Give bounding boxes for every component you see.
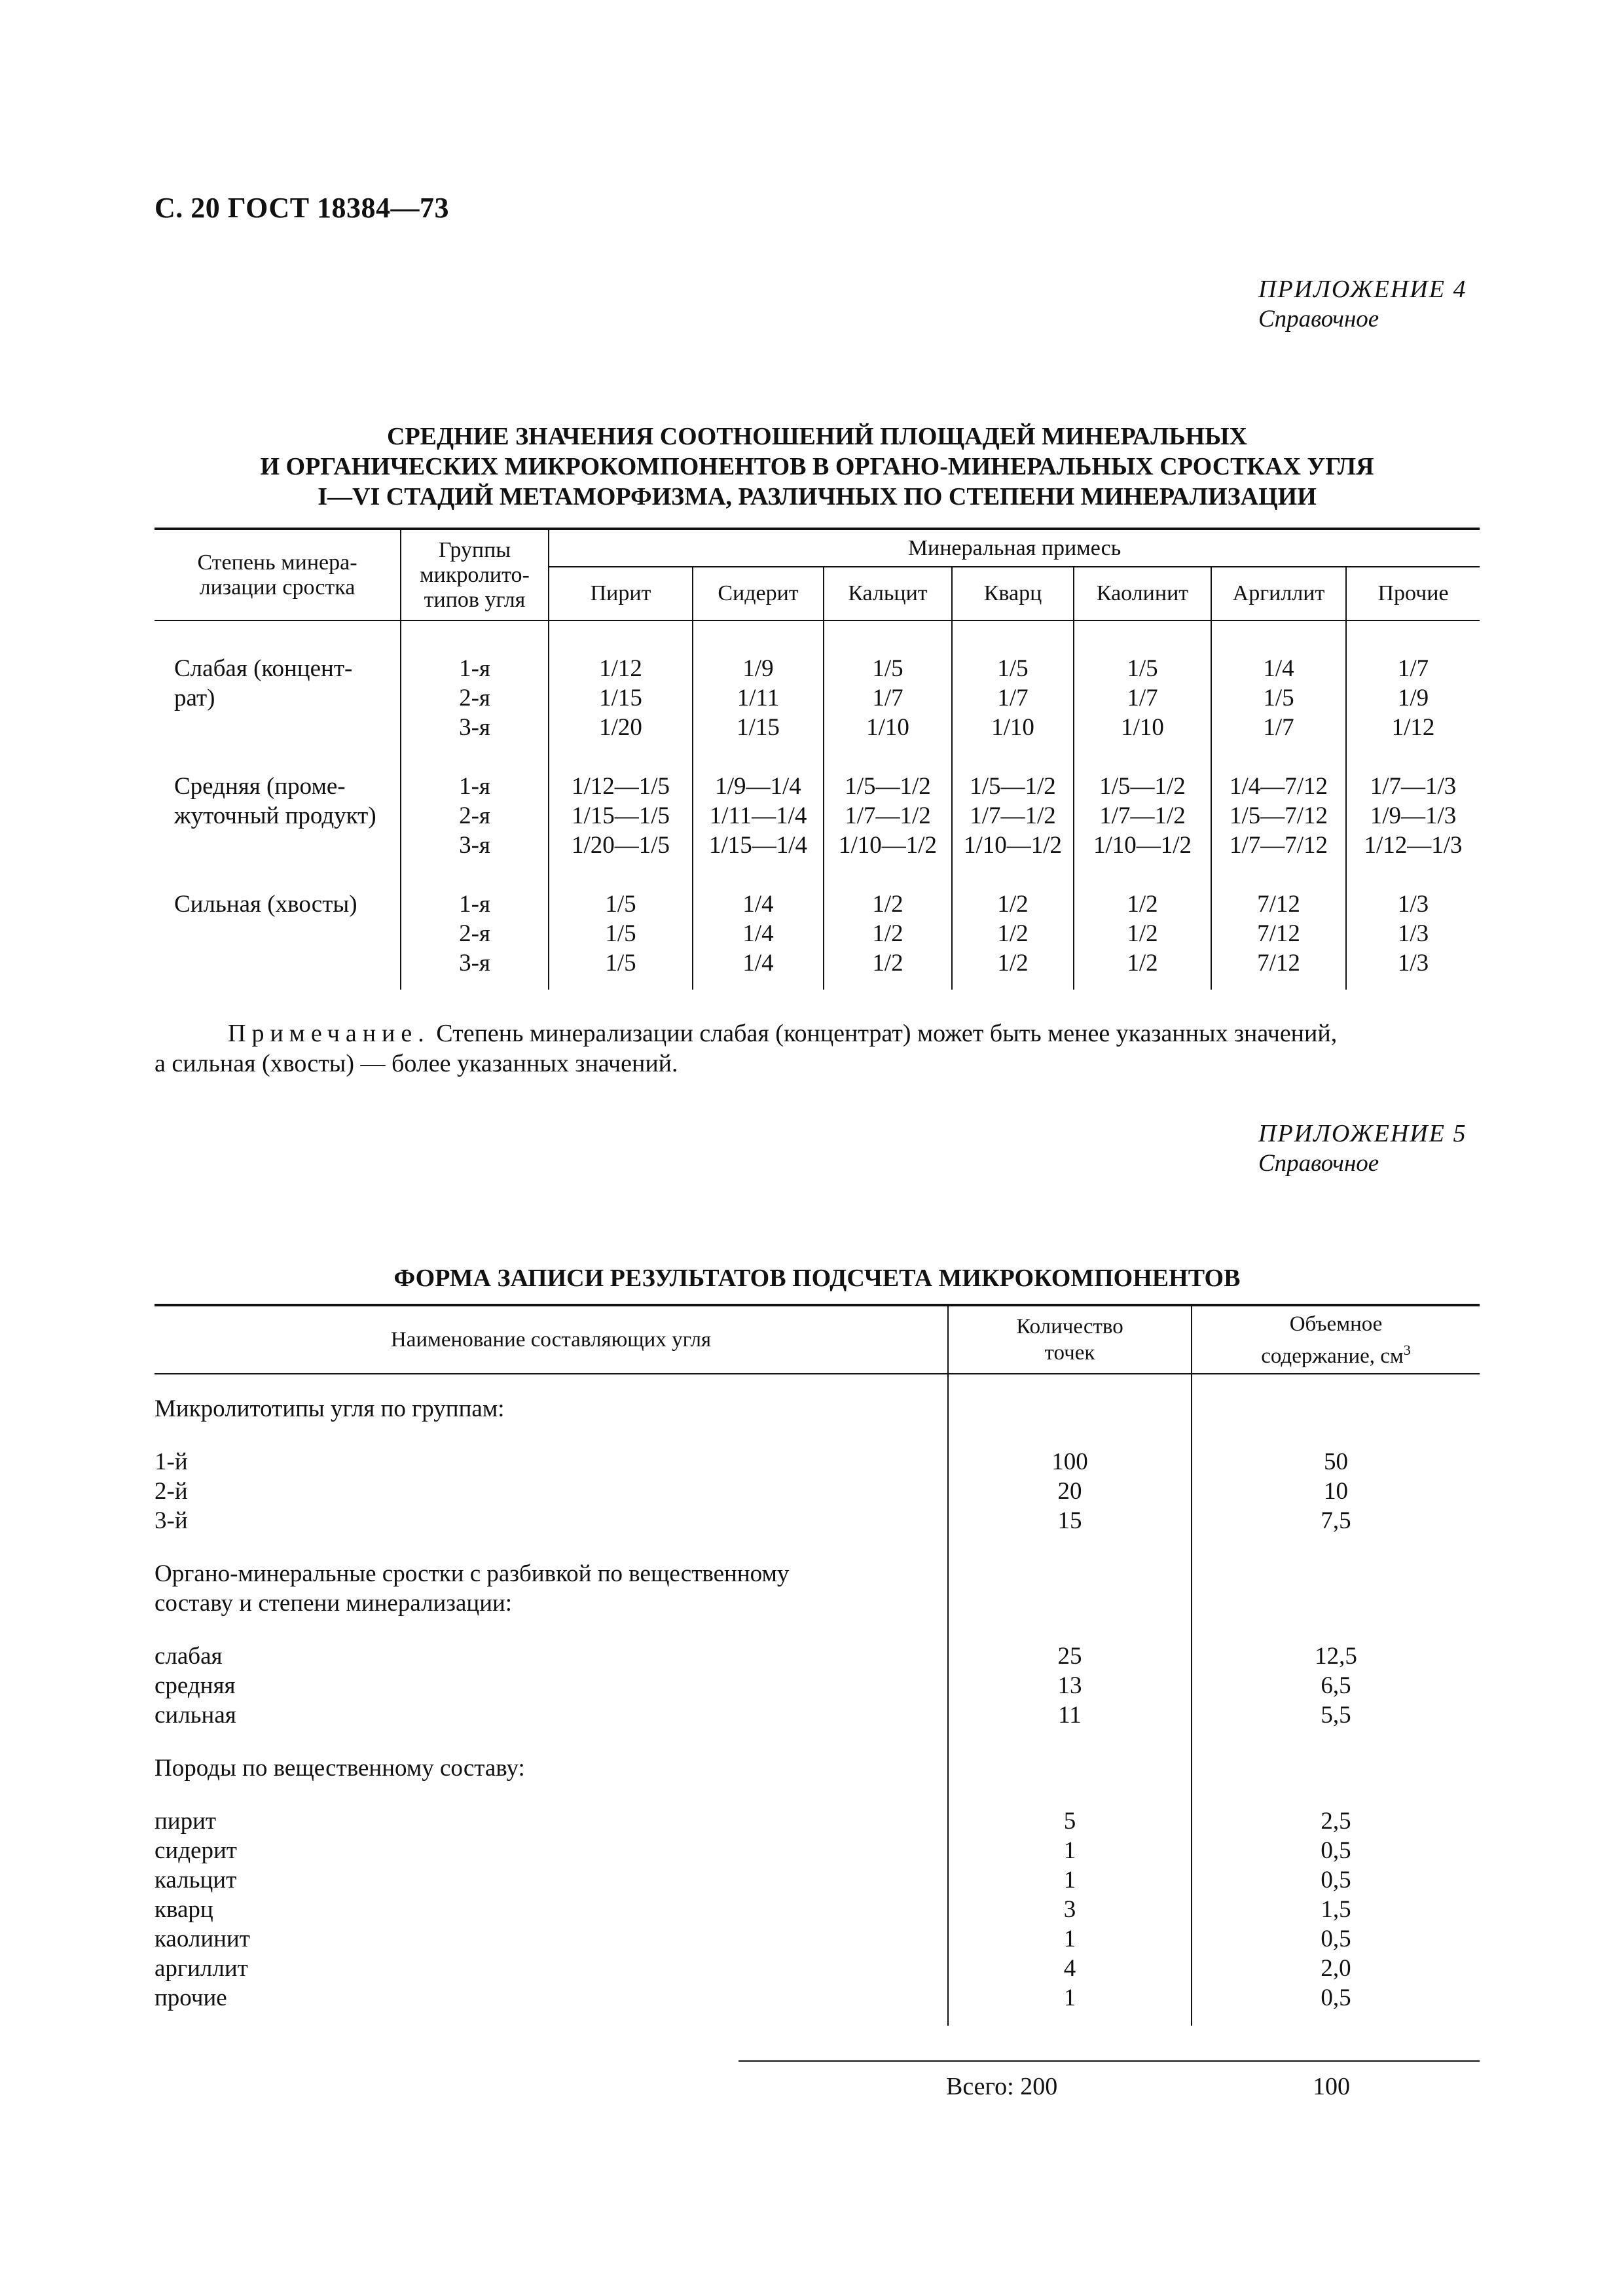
item-name: 2-й [155,1477,948,1506]
mineral-ratio-table [155,528,1480,990]
mineral-header: Сидерит [693,567,824,620]
col-degree-header: Степень минера- лизации сростка [155,529,401,620]
table-row [155,1895,1480,1924]
spacer-cell [948,1374,1192,1394]
ratio-cell: 1/3 1/3 1/3 [1397,891,1429,977]
table-row [155,1753,1480,1783]
ratio-cell: 1/5 1/7 1/10 [824,620,952,772]
ratio-cell: 1/5 1/7 1/10 [952,620,1074,772]
groups-cell: 1-я 2-я 3-я [401,620,549,772]
ratio-cell: 1/2 1/2 1/2 [952,889,1074,990]
section-heading: Органо-минеральные сростки с разбивкой по вещественному [155,1559,948,1588]
item-count: 11 [948,1700,1192,1730]
empty-cell [1192,1588,1480,1618]
table-row [155,1641,1480,1671]
spacer-cell [948,1424,1192,1447]
spacer-cell [155,1535,948,1559]
item-name: средняя [155,1671,948,1700]
ratio-cell: 1/7 1/9 1/12 [1391,655,1435,741]
page-header: С. 20 ГОСТ 18384—73 [155,192,450,224]
item-name: пирит [155,1806,948,1836]
spacer-cell [948,1730,1192,1753]
empty-cell [948,1753,1192,1783]
degree-cell: Сильная (хвосты) [155,889,401,990]
total-value: 100 [1313,2073,1350,2100]
empty-cell [948,1588,1192,1618]
table-row [155,1424,1480,1447]
col-name-header: Наименование составляющих угля [155,1305,948,1374]
item-name: 3-й [155,1506,948,1535]
item-name: 1-й [155,1447,948,1477]
item-name: кальцит [155,1865,948,1895]
spacer-cell [1192,2013,1480,2026]
spacer-cell [1192,1374,1480,1394]
item-volume: 12,5 [1315,1643,1357,1670]
ratio-cell: 1/9 1/11 1/15 [693,620,824,772]
spacer-cell [948,1535,1192,1559]
ratio-cell: 1/4—7/12 1/5—7/12 1/7—7/12 [1211,772,1346,889]
table-row [155,1954,1480,1983]
table-row [155,1374,1480,1394]
section-heading: Породы по вещественному составу: [155,1753,948,1783]
item-name: сильная [155,1700,948,1730]
col-count-header: Количество точек [948,1305,1192,1374]
spacer-cell [1192,1424,1480,1447]
item-count: 1 [948,1924,1192,1954]
table2-title: ФОРМА ЗАПИСИ РЕЗУЛЬТАТОВ ПОДСЧЕТА МИКРОКОМПОНЕНТОВ [393,1265,1241,1292]
spacer-cell [1192,1618,1480,1641]
item-volume: 0,5 [1321,1926,1351,1952]
item-name: прочие [155,1983,948,2013]
table-row [155,620,1480,772]
ratio-cell: 1/9—1/4 1/11—1/4 1/15—1/4 [693,772,824,889]
mineral-header: Аргиллит [1211,567,1346,620]
item-name: слабая [155,1641,948,1671]
spacer-cell [155,1374,948,1394]
appendix-5-sub: Справочное [1258,1150,1379,1177]
note-line1: Степень минерализации слабая (концентрат) может быть менее указанных значений, [436,1020,1338,1047]
item-count: 13 [948,1671,1192,1700]
spacer-cell [155,1730,948,1753]
note-label: Примечание. [228,1020,430,1047]
empty-cell [1192,1394,1480,1424]
table-row [155,1535,1480,1559]
table-row [155,1671,1480,1700]
item-count: 15 [948,1506,1192,1535]
table-row [155,889,1480,990]
item-volume: 6,5 [1321,1672,1351,1699]
table-row [155,1783,1480,1806]
ratio-cell: 1/2 1/2 1/2 [824,889,952,990]
empty-cell [1192,1559,1480,1588]
item-volume: 5,5 [1321,1702,1351,1729]
appendix-4-label: ПРИЛОЖЕНИЕ 4 [1258,276,1467,303]
item-volume: 0,5 [1321,1867,1351,1893]
table-row [155,1730,1480,1753]
table-row [155,1700,1480,1730]
total-label: Всего: 200 [946,2073,1058,2100]
item-name: кварц [155,1895,948,1924]
item-count: 5 [948,1806,1192,1836]
total-rule [739,2060,1480,2062]
ratio-cell: 1/7—1/3 1/9—1/3 1/12—1/3 [1364,773,1463,859]
item-volume: 0,5 [1321,1984,1351,2011]
item-name: сидерит [155,1836,948,1865]
results-form-table [155,1304,1480,2026]
item-count: 3 [948,1895,1192,1924]
groups-cell: 1-я 2-я 3-я [401,889,549,990]
spacer-cell [155,2013,948,2026]
ratio-cell: 1/5—1/2 1/7—1/2 1/10—1/2 [1074,772,1211,889]
table-row [155,1865,1480,1895]
ratio-cell: 1/4 1/4 1/4 [693,889,824,990]
spacer-cell [948,2013,1192,2026]
item-count: 25 [948,1641,1192,1671]
item-volume: 10 [1324,1478,1348,1505]
spacer-cell [1192,1535,1480,1559]
item-volume: 7,5 [1321,1507,1351,1534]
ratio-cell: 1/4 1/5 1/7 [1211,620,1346,772]
degree-cell: Средняя (проме- жуточный продукт) [155,772,401,889]
col-groups-header: Группы микролито- типов угля [401,529,549,620]
mineral-header: Пирит [549,567,693,620]
appendix-5-label: ПРИЛОЖЕНИЕ 5 [1258,1120,1467,1147]
mineral-header: Каолинит [1074,567,1211,620]
appendix-4-sub: Справочное [1258,306,1379,332]
table-row [155,1559,1480,1588]
table1-note [155,1018,1480,1079]
mineral-header: Прочие [1346,567,1480,620]
ratio-cell: 1/5 1/7 1/10 [1074,620,1211,772]
item-count: 1 [948,1983,1192,2013]
table-row [155,1618,1480,1641]
note-line2: а сильная (хвосты) — более указанных значений. [155,1050,678,1077]
item-volume: 2,5 [1321,1808,1351,1835]
groups-cell: 1-я 2-я 3-я [401,772,549,889]
item-volume: 0,5 [1321,1837,1351,1864]
item-count: 100 [948,1447,1192,1477]
spacer-cell [155,1424,948,1447]
table-row [155,1836,1480,1865]
spacer-cell [948,1618,1192,1641]
item-volume: 2,0 [1321,1955,1351,1982]
spacer-cell [155,1783,948,1806]
col-mineral-header: Минеральная примесь [549,529,1480,567]
table-row [155,1447,1480,1477]
table-row [155,772,1480,889]
item-volume: 50 [1324,1448,1348,1475]
spacer-cell [155,1618,948,1641]
mineral-header: Кварц [952,567,1074,620]
ratio-cell: 1/2 1/2 1/2 [1074,889,1211,990]
table-row [155,1588,1480,1618]
item-count: 4 [948,1954,1192,1983]
item-name: каолинит [155,1924,948,1954]
item-volume: 1,5 [1321,1896,1351,1923]
item-count: 1 [948,1865,1192,1895]
col-volume-header: Объемное содержание, $см^3$ [1192,1305,1480,1374]
empty-cell [1192,1753,1480,1783]
item-name: аргиллит [155,1954,948,1983]
ratio-cell: 1/5—1/2 1/7—1/2 1/10—1/2 [824,772,952,889]
table-row [155,2013,1480,2026]
item-count: 1 [948,1836,1192,1865]
table-row [155,1806,1480,1836]
degree-cell: Слабая (концент- рат) [155,620,401,772]
table-row [155,1924,1480,1954]
ratio-cell: 1/12—1/5 1/15—1/5 1/20—1/5 [549,772,693,889]
mineral-header: Кальцит [824,567,952,620]
empty-cell [948,1559,1192,1588]
spacer-cell [1192,1730,1480,1753]
spacer-cell [948,1783,1192,1806]
section-heading: составу и степени минерализации: [155,1588,948,1618]
ratio-cell: 7/12 7/12 7/12 [1211,889,1346,990]
table1-title: СРЕДНИЕ ЗНАЧЕНИЯ СООТНОШЕНИЙ ПЛОЩАДЕЙ МИНЕРАЛЬНЫХ И ОРГАНИЧЕСКИХ МИКРОКОМПОНЕНТОВ В ОРГАНО-МИНЕРАЛЬНЫХ СРОСТКАХ УГЛЯ I—VI СТАДИЙ МЕТАМОРФИЗМА, РАЗЛИЧНЫХ ПО СТЕПЕНИ МИНЕРАЛИЗАЦИИ [260,423,1374,511]
item-count: 20 [948,1477,1192,1506]
ratio-cell: 1/5 1/5 1/5 [549,889,693,990]
ratio-cell: 1/12 1/15 1/20 [549,620,693,772]
spacer-cell [1192,1783,1480,1806]
table-row [155,1394,1480,1424]
table-row [155,1506,1480,1535]
ratio-cell: 1/5—1/2 1/7—1/2 1/10—1/2 [952,772,1074,889]
table-row [155,1983,1480,2013]
table-row [155,1477,1480,1506]
section-heading: Микролитотипы угля по группам: [155,1394,948,1424]
empty-cell [948,1394,1192,1424]
